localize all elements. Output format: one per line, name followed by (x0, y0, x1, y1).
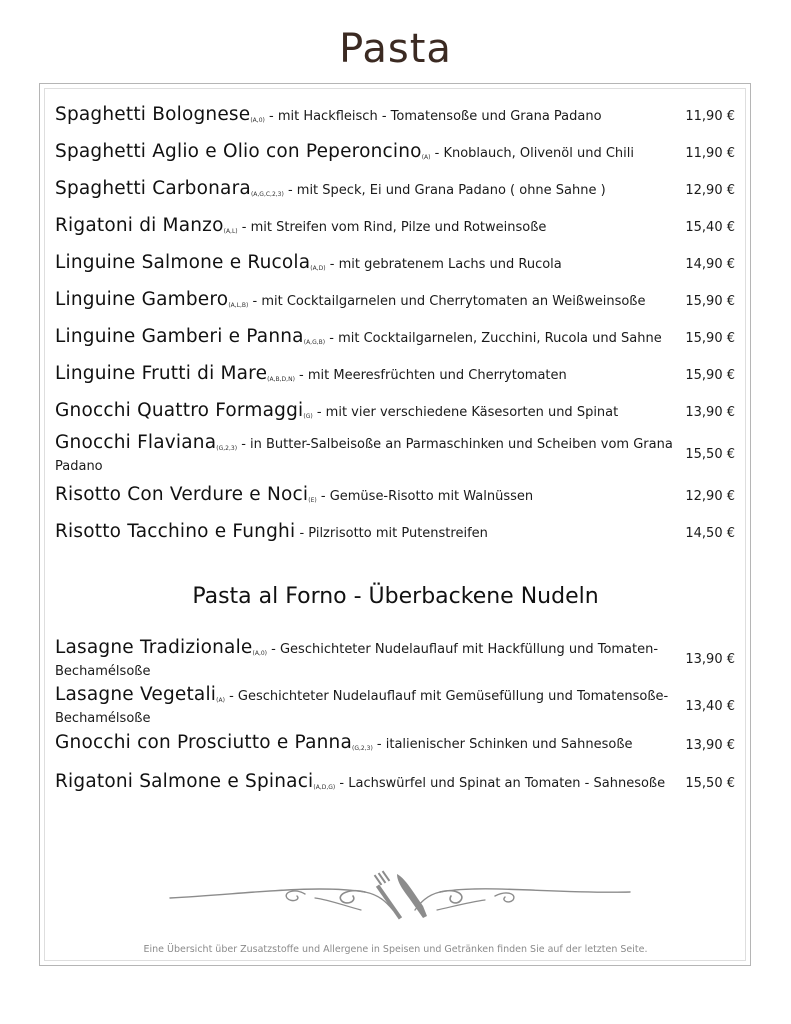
dish-price: 15,90 € (685, 294, 735, 309)
dish-name: Linguine Salmone e Rucola (55, 251, 311, 273)
dish-description: - mit Hackfleisch - Tomatensoße und Grana Padano (264, 108, 602, 124)
dish-price: 15,50 € (685, 447, 735, 462)
allergen-codes: (A) (216, 696, 225, 704)
dish-name: Rigatoni di Manzo (55, 214, 224, 236)
allergen-codes: (E) (308, 496, 317, 504)
menu-item (55, 357, 745, 394)
allergen-codes: (A,B,D,N) (267, 375, 295, 383)
dish-description: - mit Speck, Ei und Grana Padano ( ohne Sahne ) (283, 182, 606, 198)
dish-name: Rigatoni Salmone e Spinaci (55, 770, 314, 792)
dish-price: 13,40 € (685, 699, 735, 714)
dish-price: 11,90 € (685, 109, 735, 124)
menu-item (55, 515, 745, 552)
dish-description: - mit vier verschiedene Käsesorten und Spinat (312, 404, 619, 420)
allergen-codes: (G,2,3) (216, 444, 238, 452)
dish-description: - mit gebratenem Lachs und Rucola (325, 256, 562, 272)
fork-knife-flourish-icon (165, 870, 635, 925)
dish-price: 15,50 € (685, 776, 735, 791)
menu-item (55, 209, 745, 246)
dish-price: 13,90 € (685, 652, 735, 667)
allergen-codes: (A,L) (223, 227, 238, 235)
dish-description: - mit Streifen vom Rind, Pilze und Rotweinsoße (237, 219, 547, 235)
allergen-codes: (A,L,B) (228, 301, 249, 309)
menu-item (55, 98, 745, 135)
menu-item (55, 683, 745, 730)
allergen-codes: (A,G,C,2,3) (250, 190, 284, 198)
dish-price: 13,90 € (685, 405, 735, 420)
menu-item (55, 135, 745, 172)
dish-description: - Gemüse-Risotto mit Walnüssen (316, 488, 534, 504)
dish-price: 15,90 € (685, 331, 735, 346)
menu-item (55, 431, 745, 478)
dish-price: 15,90 € (685, 368, 735, 383)
dish-description: - Lachswürfel und Spinat an Tomaten - Sahnesoße (335, 775, 666, 791)
dish-description: - mit Cocktailgarnelen und Cherrytomaten an Weißweinsoße (248, 293, 646, 309)
allergen-codes: (A,0) (250, 116, 265, 124)
dish-price: 14,90 € (685, 257, 735, 272)
dish-description: - mit Cocktailgarnelen, Zucchini, Rucola und Sahne (325, 330, 662, 346)
menu-item (55, 394, 745, 431)
menu-item (55, 636, 745, 683)
menu-item (55, 246, 745, 283)
allergen-codes: (A) (421, 153, 431, 161)
dish-description: - italienischer Schinken und Sahnesoße (372, 737, 633, 752)
allergen-codes: (G,2,3) (352, 745, 373, 752)
allergen-codes: (A,0) (252, 649, 268, 657)
dish-name: Linguine Gamberi e Panna (55, 325, 304, 347)
dish-description: - mit Meeresfrüchten und Cherrytomaten (294, 367, 567, 383)
pasta-al-forno-list (55, 636, 745, 807)
dish-name: Risotto Con Verdure e Noci (55, 483, 309, 505)
menu-item (55, 172, 745, 209)
allergen-codes: (G) (303, 412, 313, 420)
menu-item (55, 478, 745, 515)
dish-price: 14,50 € (685, 526, 735, 541)
dish-name: Risotto Tacchino e Funghi (55, 520, 296, 542)
menu-item (55, 283, 745, 320)
dish-description: - Geschichteter Nudelauflauf mit Hackfüllung und Tomaten-Bechamélsoße (55, 641, 659, 679)
dish-description: - Knoblauch, Olivenöl und Chili (430, 145, 634, 161)
dish-name: Lasagne Tradizionale (55, 636, 253, 658)
menu-item (55, 320, 745, 357)
dish-price: 15,40 € (685, 220, 735, 235)
dish-name: Gnocchi Flaviana (55, 431, 217, 453)
allergen-codes: (A,D,G) (313, 783, 336, 791)
dish-name: Spaghetti Carbonara (55, 177, 251, 199)
dish-price: 12,90 € (685, 489, 735, 504)
dish-name: Lasagne Vegetali (55, 683, 217, 705)
dish-description: - Pilzrisotto mit Putenstreifen (295, 525, 488, 541)
dish-description: - Geschichteter Nudelauflauf mit Gemüsefüllung und Tomatensoße- Bechamélsoße (55, 688, 669, 726)
allergen-codes: (A,D) (310, 264, 326, 272)
dish-name: Gnocchi con Prosciutto e Panna (55, 732, 353, 753)
dish-name: Gnocchi Quattro Formaggi (55, 399, 304, 421)
dish-name: Linguine Frutti di Mare (55, 362, 268, 384)
dish-name: Linguine Gambero (55, 288, 229, 310)
dish-price: 12,90 € (685, 183, 735, 198)
section-title: Pasta al Forno - Überbackene Nudeln (192, 584, 599, 609)
menu-item (55, 730, 745, 760)
pasta-list (55, 98, 745, 552)
dish-price: 11,90 € (685, 146, 735, 161)
dish-price: 13,90 € (685, 737, 735, 753)
allergen-footer-note: Eine Übersicht über Zusatzstoffe und Allergene in Speisen und Getränken finden Sie auf der letzten Seite. (143, 944, 648, 955)
dish-name: Spaghetti Bolognese (55, 103, 251, 125)
menu-item (55, 760, 745, 807)
page-title: Pasta (339, 26, 452, 72)
dish-description: - in Butter-Salbeisoße an Parmaschinken und Scheiben vom Grana Padano (55, 436, 673, 474)
allergen-codes: (A,G,B) (303, 338, 326, 346)
dish-name: Spaghetti Aglio e Olio con Peperoncino (55, 140, 422, 162)
